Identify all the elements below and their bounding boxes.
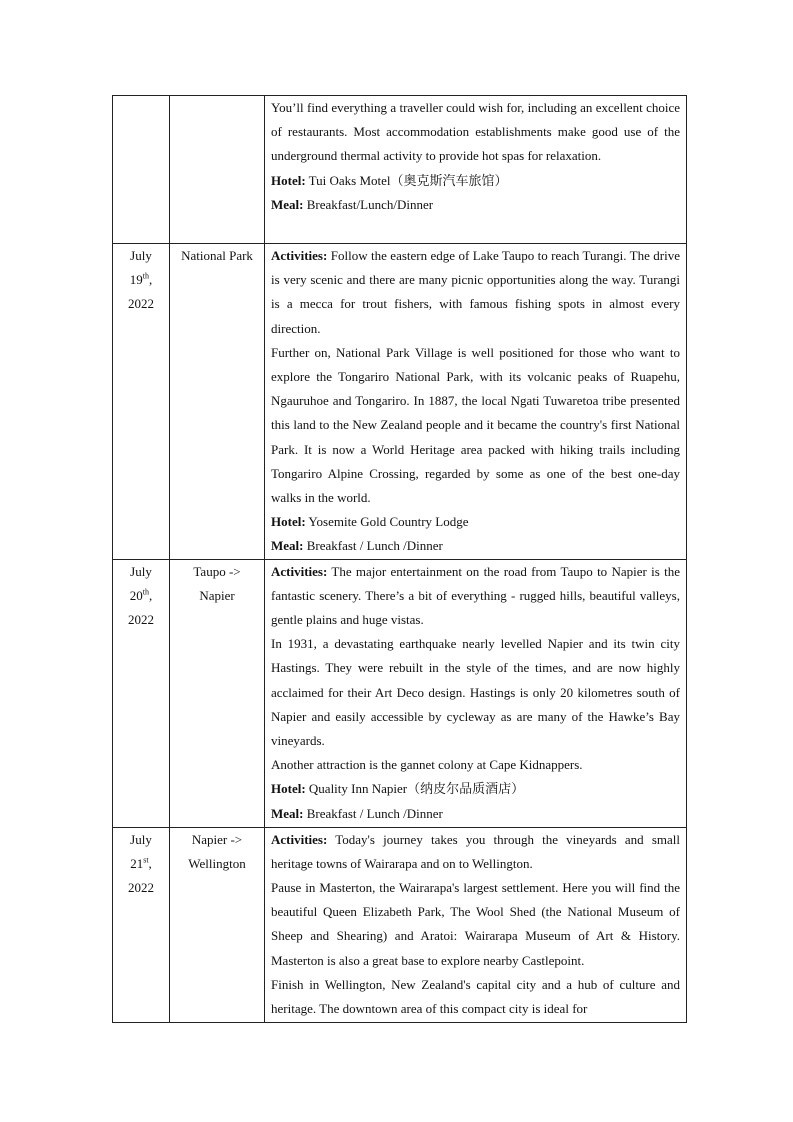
paragraph: In 1931, a devastating earthquake nearly levelled Napier and its twin city Hastings. They were rebuilt in the style of the times, and are now highly acclaimed for their Art Deco design. Hastings is only 20 kilometres south of Napier and easily accessible by cycleway as are many of the Hawke’s Bay vineyards.: [271, 636, 680, 749]
place-line: Wellington: [188, 855, 246, 871]
activities-label: Activities:: [271, 248, 328, 263]
date-month: July: [130, 248, 152, 263]
table-row: [113, 827, 687, 1022]
hotel-label: Hotel:: [271, 781, 306, 797]
hotel-name: Yosemite Gold Country Lodge: [305, 514, 469, 530]
date-year: 2022: [128, 296, 154, 312]
paragraph: Another attraction is the gannet colony at Cape Kidnappers.: [271, 757, 583, 773]
paragraph: You’ll find everything a traveller could wish for, including an excellent choice of restaurants. Most accommodation establishments make good use of the underground thermal activity to provide hot spas for relaxation.: [271, 100, 680, 164]
itinerary-table: [112, 95, 687, 1023]
date-day: 20th,: [129, 587, 153, 603]
place-line: Taupo ->: [193, 563, 241, 579]
hotel-label: Hotel:: [271, 514, 306, 530]
date-month: July: [130, 563, 152, 579]
date-cell: [113, 827, 170, 1022]
paragraph: Finish in Wellington, New Zealand's capital city and a hub of culture and heritage. The downtown area of this compact city is ideal for: [271, 976, 680, 1017]
hotel-name: Quality Inn Napier（纳皮尔品质酒店）: [305, 781, 525, 797]
hotel-line: [271, 169, 680, 193]
date-day: 21st,: [130, 855, 152, 871]
meal-value: Breakfast/Lunch/Dinner: [303, 196, 434, 212]
hotel-line: [271, 777, 680, 801]
place-line: National Park: [181, 248, 253, 263]
date-cell: [113, 244, 170, 560]
place-cell: [170, 244, 265, 560]
paragraph: Further on, National Park Village is well positioned for those who want to explore the Tongariro National Park, with its volcanic peaks of Ruapehu, Ngauruhoe and Tongariro. In 1887, the local Ngati Tuwaretoa tribe presented this land to the New Zealand people and it became the country's first National Park. It is now a World Heritage area packed with hiking trails including Tongariro Alpine Crossing, regarded by some as one of the best one-day walks in the world.: [271, 344, 680, 506]
meal-line: [271, 802, 680, 826]
date-cell: [113, 96, 170, 244]
meal-value: Breakfast / Lunch /Dinner: [303, 805, 443, 821]
place-cell: [170, 559, 265, 827]
meal-line: [271, 534, 680, 558]
place-cell: [170, 827, 265, 1022]
meal-line: [271, 193, 680, 217]
activities-label: Activities:: [271, 563, 328, 579]
description-cell: [265, 96, 687, 244]
place-line: Napier: [199, 587, 235, 603]
activities-paragraph: Activities: The major entertainment on the road from Taupo to Napier is the fantastic scenery. There’s a bit of everything - rugged hills, beautiful valleys, gentle plains and huge vistas.: [271, 563, 680, 628]
meal-label: Meal:: [271, 538, 304, 554]
date-year: 2022: [128, 612, 154, 628]
description-cell: [265, 244, 687, 560]
meal-label: Meal:: [271, 196, 304, 212]
table-row: [113, 559, 687, 827]
hotel-name: Tui Oaks Motel（奥克斯汽车旅馆）: [305, 172, 508, 188]
meal-value: Breakfast / Lunch /Dinner: [303, 538, 443, 554]
description-cell: [265, 827, 687, 1022]
place-line: Napier ->: [191, 831, 243, 847]
activities-paragraph: Activities: Follow the eastern edge of Lake Taupo to reach Turangi. The drive is very scenic and there are many picnic opportunities along the way. Turangi is a mecca for trout fishers, with famous fishing spots in almost every direction.: [271, 248, 680, 336]
meal-label: Meal:: [271, 805, 304, 821]
date-month: July: [130, 831, 152, 847]
activities-label: Activities:: [271, 831, 328, 847]
hotel-label: Hotel:: [271, 172, 306, 188]
date-year: 2022: [128, 880, 154, 896]
table-row: [113, 96, 687, 244]
hotel-line: [271, 510, 680, 534]
date-day: 19th,: [129, 271, 153, 288]
place-cell: [170, 96, 265, 244]
description-cell: [265, 559, 687, 827]
paragraph: Pause in Masterton, the Wairarapa's largest settlement. Here you will find the beautiful Queen Elizabeth Park, The Wool Shed (the National Museum of Sheep and Shearing) and Aratoi: Wairarapa Museum of Art & History. Masterton is also a great base to explore nearby Castlepoint.: [271, 880, 680, 968]
table-row: [113, 244, 687, 560]
activities-paragraph: Activities: Today's journey takes you through the vineyards and small heritage towns of Wairarapa and on to Wellington.: [271, 831, 680, 871]
date-cell: [113, 559, 170, 827]
